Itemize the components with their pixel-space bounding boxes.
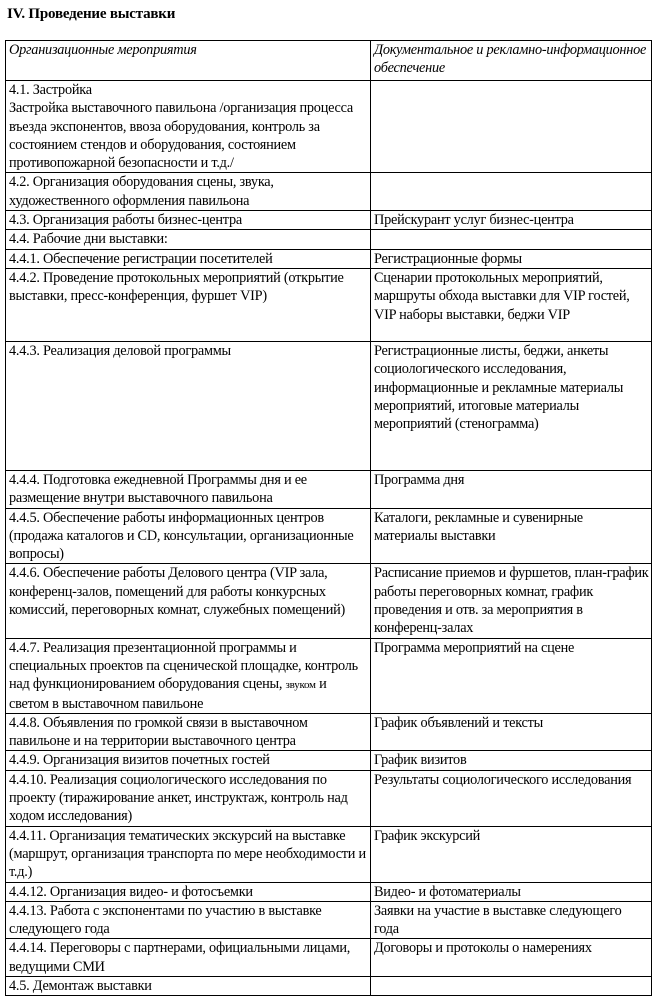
activity-cell: 4.4.12. Организация видео- и фотосъемки <box>6 882 371 901</box>
support-cell: Регистрационные листы, беджи, анкеты социологического исследования, информационные и рекламные материалы мероприятий, итоговые материалы мероприятий (стенограмма) <box>371 341 652 470</box>
table-row <box>6 901 652 939</box>
support-cell: График визитов <box>371 751 652 770</box>
activity-cell: 4.5. Демонтаж выставки <box>6 976 371 995</box>
activity-cell: 4.4. Рабочие дни выставки: <box>6 230 371 249</box>
support-cell: График экскурсий <box>371 826 652 882</box>
section-title: IV. Проведение выставки <box>7 6 176 22</box>
support-cell: Видео- и фотоматериалы <box>371 882 652 901</box>
activity-detail: Застройка выставочного павильона /организация процесса въезда экспонентов, ввоза оборудования, контроль за состоянием стендов и оборудования, состоянием противопожарной безопасности и т.д./ <box>9 100 354 172</box>
support-cell: График объявлений и тексты <box>371 713 652 751</box>
activity-cell: 4.4.11. Организация тематических экскурсий на выставке (маршрут, организация транспорта по мере необходимости и т.д.) <box>6 826 371 882</box>
table-row <box>6 976 652 995</box>
table-row <box>6 564 652 638</box>
activity-heading: 4.1. Застройка <box>9 82 92 98</box>
activity-text-smallcaps: звуком <box>285 679 316 692</box>
header-support: Документальное и рекламно-информационное обеспечение <box>371 41 652 81</box>
support-cell: Договоры и протоколы о намерениях <box>371 939 652 977</box>
activity-cell: 4.4.5. Обеспечение работы информационных центров (продажа каталогов и CD, консультации, организационные вопросы) <box>6 508 371 564</box>
support-cell <box>371 173 652 211</box>
support-cell: Результаты социологического исследования <box>371 770 652 826</box>
table-row <box>6 230 652 249</box>
support-cell <box>371 976 652 995</box>
table-row <box>6 249 652 268</box>
table-row <box>6 713 652 751</box>
activity-cell: 4.4.2. Проведение протокольных мероприятий (открытие выставки, пресс-конференция, фуршет VIP) <box>6 268 371 341</box>
support-cell: Программа мероприятий на сцене <box>371 638 652 713</box>
activity-cell <box>6 638 371 713</box>
events-table <box>5 40 652 996</box>
table-row <box>6 470 652 508</box>
activity-cell: 4.4.3. Реализация деловой программы <box>6 341 371 470</box>
table-row <box>6 341 652 470</box>
support-cell <box>371 230 652 249</box>
activity-cell: 4.4.1. Обеспечение регистрации посетителей <box>6 249 371 268</box>
activity-cell: 4.4.13. Работа с экспонентами по участию в выставке следующего года <box>6 901 371 939</box>
activity-cell: 4.4.8. Объявления по громкой связи в выставочном павильоне и на территории выставочного центра <box>6 713 371 751</box>
support-cell: Сценарии протокольных мероприятий, маршруты обхода выставки для VIP гостей, VIP наборы выставки, беджи VIP <box>371 268 652 341</box>
table-row <box>6 751 652 770</box>
activity-text: и светом в выставочном павильоне <box>9 676 327 712</box>
support-cell: Программа дня <box>371 470 652 508</box>
support-cell: Каталоги, рекламные и сувенирные материалы выставки <box>371 508 652 564</box>
table-header-row <box>6 41 652 81</box>
table-row <box>6 882 652 901</box>
activity-cell: 4.4.4. Подготовка ежедневной Программы дня и ее размещение внутри выставочного павильона <box>6 470 371 508</box>
table-row <box>6 268 652 341</box>
table-row <box>6 211 652 230</box>
table-row <box>6 508 652 564</box>
header-activities: Организационные мероприятия <box>6 41 371 81</box>
table-row <box>6 770 652 826</box>
activity-cell: 4.4.6. Обеспечение работы Делового центра (VIP зала, конференц-залов, помещений для работы конкурсных комиссий, переговорных комнат, служебных помещений) <box>6 564 371 638</box>
support-cell: Регистрационные формы <box>371 249 652 268</box>
support-cell: Заявки на участие в выставке следующего года <box>371 901 652 939</box>
activity-cell: 4.4.10. Реализация социологического исследования по проекту (тиражирование анкет, инструктаж, контроль над ходом исследования) <box>6 770 371 826</box>
table-row <box>6 939 652 977</box>
activity-cell: 4.4.9. Организация визитов почетных гостей <box>6 751 371 770</box>
activity-cell: 4.2. Организация оборудования сцены, звука, художественного оформления павильона <box>6 173 371 211</box>
activity-cell: 4.3. Организация работы бизнес-центра <box>6 211 371 230</box>
activity-text: 4.4.7. Реализация презентационной программы и специальных проектов па сценической площадке, контроль над функционированием оборудования сцены, <box>9 639 358 693</box>
activity-cell <box>6 81 371 173</box>
table-row <box>6 173 652 211</box>
support-cell <box>371 81 652 173</box>
activity-cell: 4.4.14. Переговоры с партнерами, официальными лицами, ведущими СМИ <box>6 939 371 977</box>
table-row <box>6 638 652 713</box>
table-row <box>6 826 652 882</box>
support-cell: Прейскурант услуг бизнес-центра <box>371 211 652 230</box>
table-row <box>6 81 652 173</box>
support-cell: Расписание приемов и фуршетов, план-график работы переговорных комнат, график проведения и отв. за мероприятия в конференц-залах <box>371 564 652 638</box>
